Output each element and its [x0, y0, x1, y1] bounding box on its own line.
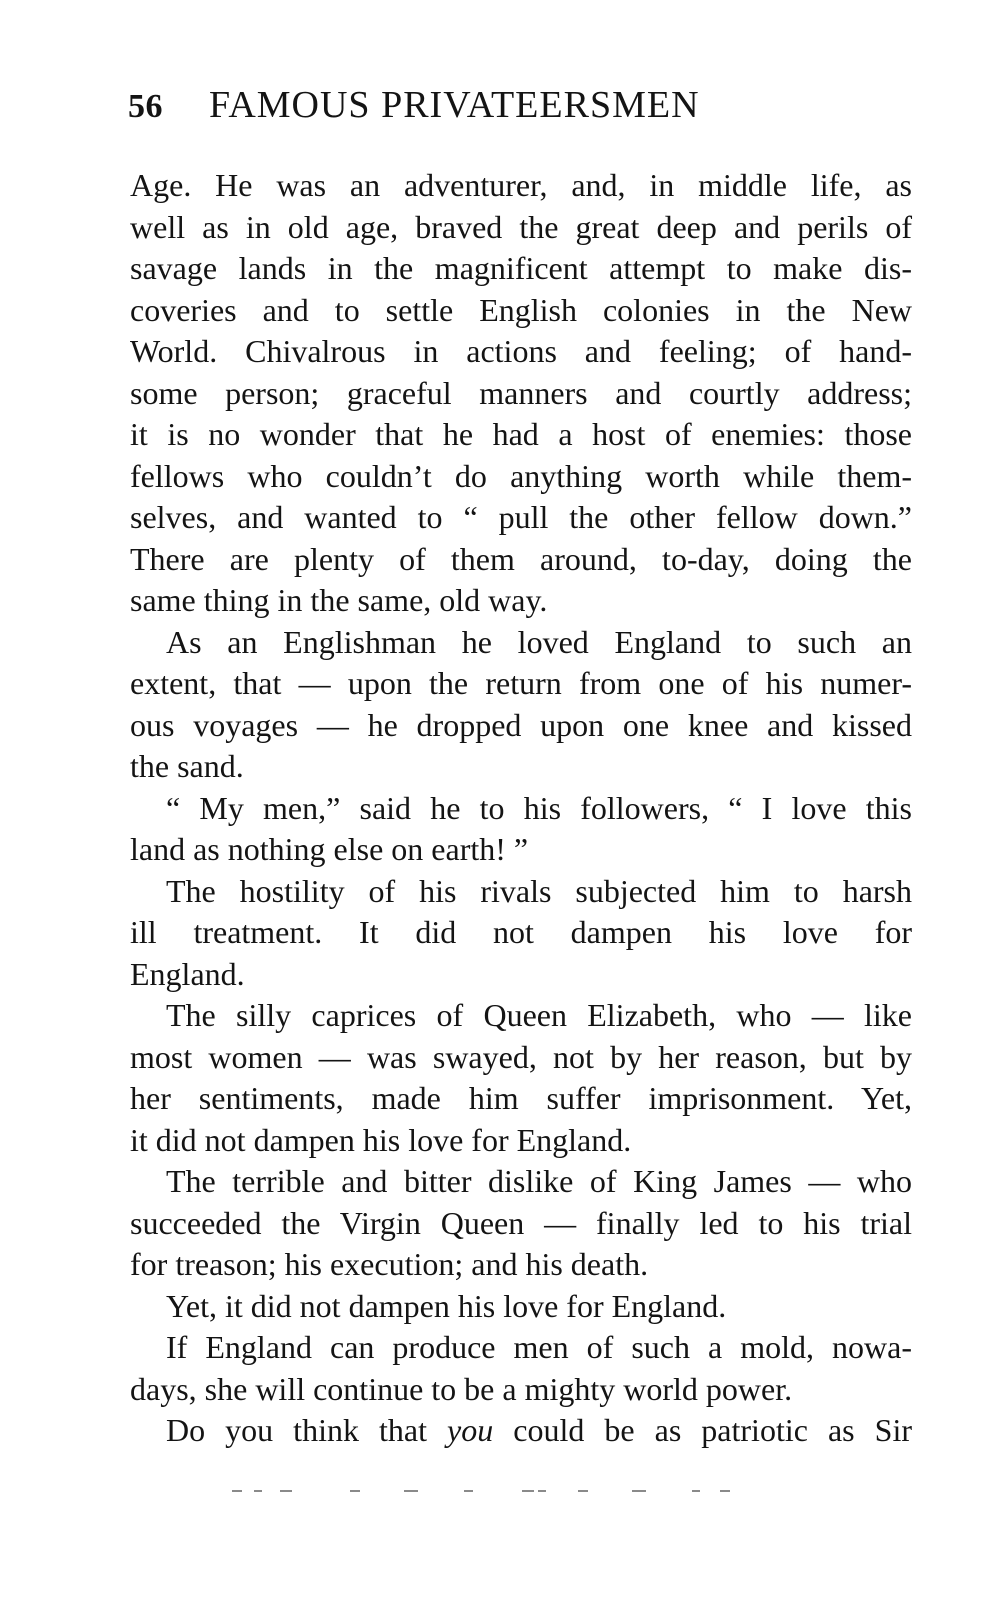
body-text — [130, 165, 912, 1452]
text-line: extent, that — upon the return from one of his numer- — [130, 665, 912, 701]
text-line: same thing in the same, old way. — [130, 582, 548, 618]
text-line: most women — was swayed, not by her reason, but by — [130, 1038, 912, 1075]
text-line: coveries and to settle English colonies in the New — [130, 291, 912, 328]
text-line: Age. He was an adventurer, and, in middle life, as — [130, 167, 912, 203]
text-line: savage lands in the magnificent attempt to make dis- — [130, 250, 912, 286]
text-line: well as in old age, braved the great deep and perils of — [130, 208, 912, 245]
running-head — [128, 80, 918, 130]
text-line: the sand. — [130, 748, 244, 784]
text-line: If England can produce men of such a mold, nowa- — [166, 1329, 912, 1365]
bleed-through-marks — [232, 1490, 732, 1496]
text-line: for treason; his execution; and his death. — [130, 1246, 649, 1282]
text-line: The hostility of his rivals subjected him to harsh — [166, 872, 912, 909]
text-line: it is no wonder that he had a host of enemies: those — [130, 416, 912, 452]
book-title: FAMOUS PRIVATEERSMEN — [209, 84, 700, 126]
text-line: The silly caprices of Queen Elizabeth, who — like — [166, 997, 912, 1033]
text-run: Do you think that — [166, 1412, 448, 1448]
text-line: her sentiments, made him suffer imprisonment. Yet, — [130, 1080, 912, 1116]
page-number: 56 — [128, 88, 163, 125]
emphasized-word: you — [447, 1412, 494, 1448]
text-line: World. Chivalrous in actions and feeling; of hand- — [130, 333, 912, 369]
text-line: ous voyages — he dropped upon one knee and kissed — [130, 706, 912, 743]
text-line: some person; graceful manners and courtly address; — [130, 374, 912, 411]
text-line: As an Englishman he loved England to such an — [166, 623, 912, 660]
text-line: it did not dampen his love for England. — [130, 1121, 632, 1158]
text-line: “ My men,” said he to his followers, “ I love this — [166, 789, 912, 826]
text-line: land as nothing else on earth! ” — [130, 831, 529, 867]
text-line: The terrible and bitter dislike of King James — who — [166, 1163, 912, 1199]
text-line: There are plenty of them around, to-day, doing the — [130, 540, 912, 577]
text-line: ill treatment. It did not dampen his love for — [130, 914, 912, 950]
text-line: selves, and wanted to “ pull the other fellow down.” — [130, 499, 912, 535]
text-line: days, she will continue to be a mighty world power. — [130, 1370, 793, 1407]
text-line: Yet, it did not dampen his love for England. — [166, 1287, 727, 1324]
text-line: fellows who couldn’t do anything worth while them- — [130, 457, 912, 494]
text-line: succeeded the Virgin Queen — finally led to his trial — [130, 1204, 912, 1241]
text-line — [130, 1410, 912, 1452]
text-run: could be as patriotic as Sir — [493, 1412, 913, 1448]
text-line: England. — [130, 955, 245, 992]
